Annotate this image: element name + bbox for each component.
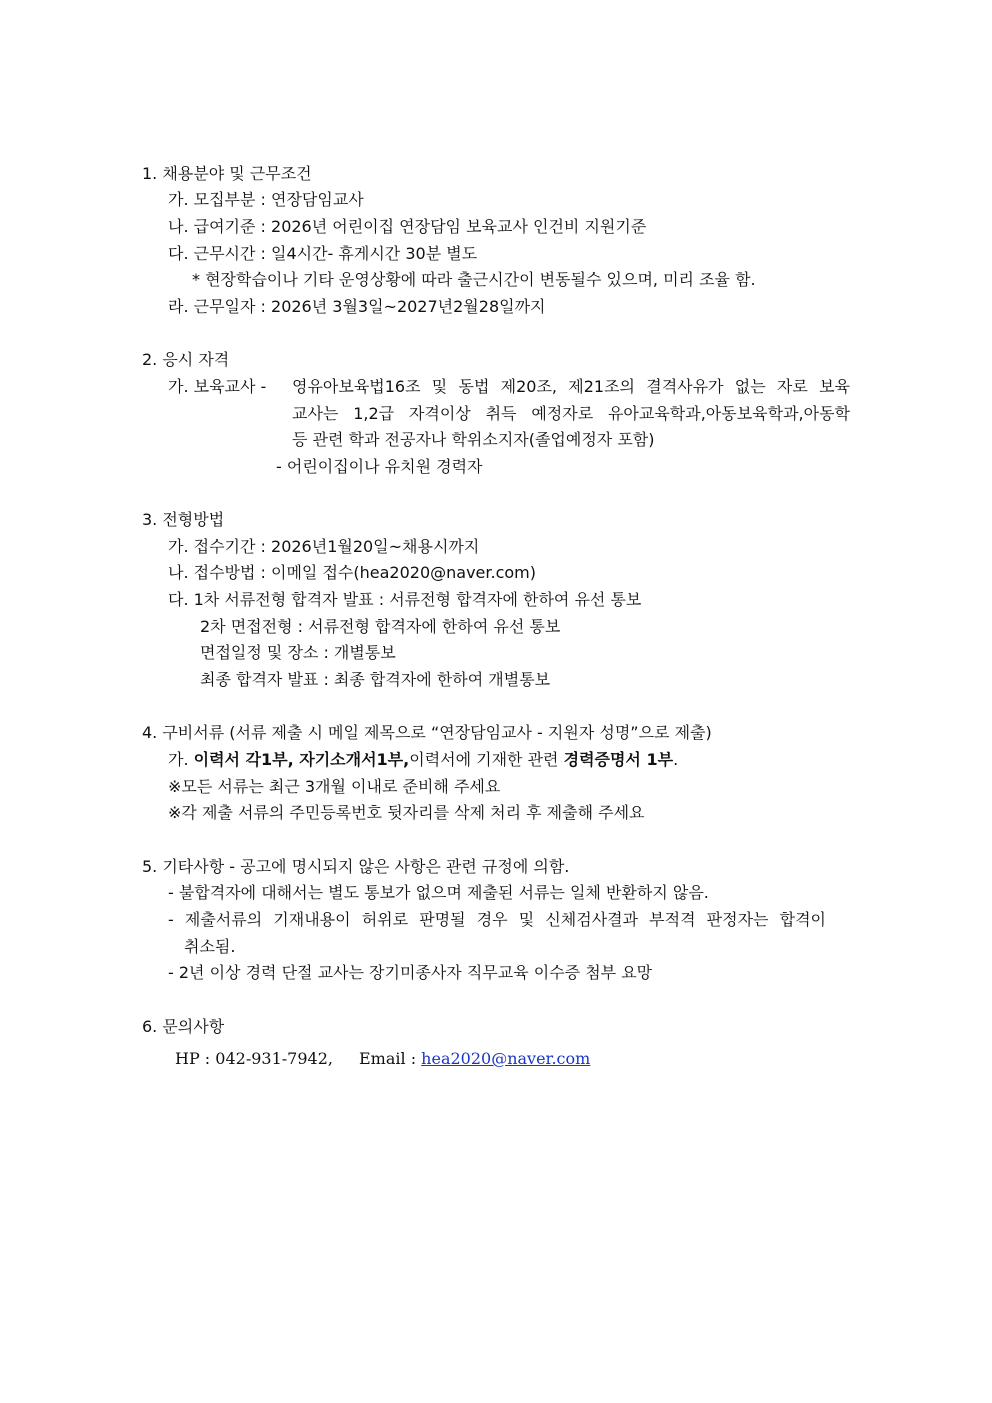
section-2-title: 2. 응시 자격 — [142, 350, 230, 369]
section-4-item-ga-end: . — [673, 750, 679, 769]
section-3-item-da-2: 2차 면접전형 : 서류전형 합격자에 한하여 유선 통보 — [200, 617, 561, 636]
section-3-item-da-3: 면접일정 및 장소 : 개별통보 — [200, 643, 396, 662]
section-3-item-da: 다. 1차 서류전형 합격자 발표 : 서류전형 합격자에 한하여 유선 통보 — [168, 590, 642, 609]
section-2-item-ga-line-2: 교사는 1,2급 자격이상 취득 예정자로 유아교육학과,아동보육학과,아동학 — [292, 404, 850, 423]
section-3-item-na: 나. 접수방법 : 이메일 접수(hea2020@naver.com) — [168, 563, 536, 582]
section-1-item-ga: 가. 모집부분 : 연장담임교사 — [168, 190, 364, 209]
section-5-item-2-cont: 취소됨. — [184, 937, 236, 956]
section-4-title: 4. 구비서류 (서류 제출 시 메일 제목으로 “연장담임교사 - 지원자 성명”으로 제출) — [142, 723, 712, 742]
section-4-note-1: ※모든 서류는 최근 3개월 이내로 준비해 주세요 — [168, 777, 501, 796]
section-1-note: * 현장학습이나 기타 운영상황에 따라 출근시간이 변동될수 있으며, 미리 조율 함. — [192, 270, 756, 289]
section-3-title: 3. 전형방법 — [142, 510, 225, 529]
section-1-title: 1. 채용분야 및 근무조건 — [142, 164, 312, 183]
section-3-item-da-4: 최종 합격자 발표 : 최종 합격자에 한하여 개별통보 — [200, 670, 551, 689]
section-5-item-2: - 제출서류의 기재내용이 허위로 판명될 경우 및 신체검사결과 부적격 판정자는 합격이 — [168, 910, 826, 929]
section-1-item-da: 다. 근무시간 : 일4시간- 휴게시간 30분 별도 — [168, 244, 478, 263]
section-5-item-1: - 불합격자에 대해서는 별도 통보가 없으며 제출된 서류는 일체 반환하지 않음. — [168, 883, 709, 902]
section-2-item-ga-label: 가. 보육교사 - — [168, 377, 267, 396]
section-1-item-ra: 라. 근무일자 : 2026년 3월3일~2027년2월28일까지 — [168, 297, 546, 316]
section-1-item-na: 나. 급여기준 : 2026년 어린이집 연장담임 보육교사 인건비 지원기준 — [168, 217, 647, 236]
contact-email-link[interactable]: hea2020@naver.com — [421, 1049, 591, 1068]
section-4-item-ga-prefix: 가. — [168, 750, 194, 769]
section-5-title: 5. 기타사항 - 공고에 명시되지 않은 사항은 관련 규정에 의함. — [142, 857, 570, 876]
required-docs-bold-2: 경력증명서 1부 — [563, 750, 674, 769]
section-2-item-ga-line-1: 영유아보육법16조 및 동법 제20조, 제21조의 결격사유가 없는 자로 보육 — [292, 377, 850, 396]
section-4-item-ga-mid: 이력서에 기재한 관련 — [409, 750, 564, 769]
section-6-title: 6. 문의사항 — [142, 1017, 225, 1036]
section-2-item-ga-line-4: - 어린이집이나 유치원 경력자 — [276, 457, 483, 476]
contact-line — [175, 1047, 590, 1071]
section-4-note-2: ※각 제출 서류의 주민등록번호 뒷자리를 삭제 처리 후 제출해 주세요 — [168, 803, 645, 822]
section-5-item-3: - 2년 이상 경력 단절 교사는 장기미종사자 직무교육 이수증 첨부 요망 — [168, 963, 653, 982]
contact-phone: HP : 042-931-7942, — [175, 1049, 333, 1068]
section-3-item-ga: 가. 접수기간 : 2026년1월20일~채용시까지 — [168, 537, 480, 556]
section-2-item-ga-line-3: 등 관련 학과 전공자나 학위소지자(졸업예정자 포함) — [292, 430, 655, 449]
required-docs-bold-1: 이력서 각1부, 자기소개서1부, — [193, 750, 410, 769]
section-4-item-ga — [168, 748, 678, 772]
contact-email-label: Email : — [358, 1049, 422, 1068]
